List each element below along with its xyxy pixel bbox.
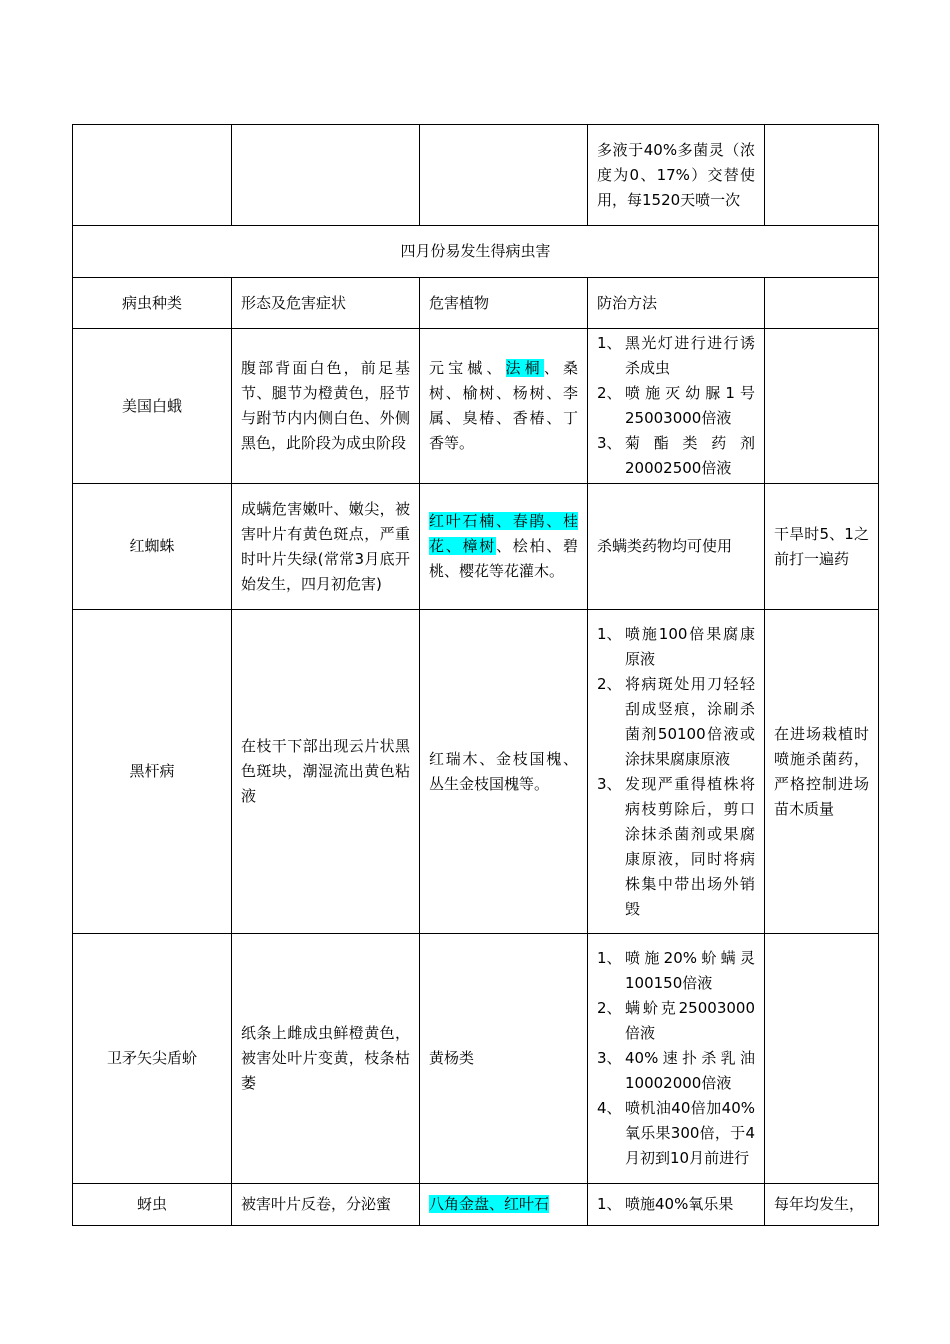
step-number: 1、 [597,624,622,643]
symptoms: 纸条上雌成虫鲜橙黄色，被害处叶片变黄，枝条枯萎 [232,934,420,1184]
table-row [73,934,879,1184]
step-number: 2、 [597,999,622,1017]
step-number: 3、 [597,434,622,452]
host-plants [420,329,588,484]
table-row [73,329,879,484]
step-number: 1、 [597,1195,622,1213]
step-text: 喷施40%氧乐果 [625,1195,734,1213]
method-step [597,1192,755,1217]
step-text: 喷施20%蚧螨灵100150倍液 [625,949,755,992]
step-text: 将病斑处用刀轻轻刮成竖痕，涂刷杀菌剂50100倍液或涂抹果腐康原液 [625,674,755,768]
continuation-method-cell [588,125,765,226]
host-plants-text: 、桧柏、碧桃、樱花等花灌木。 [429,537,578,580]
method-step [597,946,755,996]
host-plants-text: 、桑树、榆树、杨树、李属、臭椿、香椿、丁香等。 [429,359,578,452]
method-steps [597,331,755,481]
step-number: 1、 [597,949,622,967]
continuation-row [73,125,879,226]
control-method [588,1184,765,1226]
table-row [73,610,879,934]
control-method [588,934,765,1184]
method-step [597,431,755,481]
header-notes [765,278,879,329]
notes: 每年均发生， [765,1184,879,1226]
section-title-row [73,226,879,278]
pest-name: 黑杆病 [73,610,232,934]
step-number: 2、 [597,674,622,693]
step-number: 3、 [597,774,622,793]
header-symptoms: 形态及危害症状 [232,278,420,329]
host-plants: 黄杨类 [420,934,588,1184]
step-text: 菊酯类药剂20002500倍液 [625,434,755,477]
method-step [597,331,755,381]
step-text: 喷施100倍果腐康原液 [625,624,755,668]
symptoms: 腹部背面白色，前足基节、腿节为橙黄色，胫节与跗节内内侧白色、外侧黑色，此阶段为成虫阶段 [232,329,420,484]
header-pest-type: 病虫种类 [73,278,232,329]
control-method [588,610,765,934]
method-step [597,1046,755,1096]
step-number: 1、 [597,334,622,352]
table-row [73,484,879,610]
step-text: 40%速扑杀乳油10002000倍液 [625,1049,755,1092]
host-plants [420,1184,588,1226]
cell-empty [765,125,879,226]
pest-name: 美国白蛾 [73,329,232,484]
header-row [73,278,879,329]
continuation-method-text: 多液于40%多菌灵（浓度为0、17%）交替使用，每1520天喷一次 [597,140,755,209]
highlighted-plants: 法桐 [505,359,544,377]
notes [765,934,879,1184]
header-host-plants: 危害植物 [420,278,588,329]
control-method [588,329,765,484]
method-step [597,1096,755,1171]
control-method: 杀螨类药物均可使用 [588,484,765,610]
step-text: 螨蚧克25003000倍液 [625,999,755,1042]
highlighted-plants: 红叶石楠、春鹃、桂花、樟树 [429,512,578,555]
cell-empty [73,125,232,226]
method-step [597,622,755,672]
notes [765,329,879,484]
symptoms: 被害叶片反卷，分泌蜜 [232,1184,420,1226]
notes: 干旱时5、1之前打一遍药 [765,484,879,610]
method-step [597,996,755,1046]
pest-name: 卫矛矢尖盾蚧 [73,934,232,1184]
step-text: 喷施灭幼脲1号25003000倍液 [625,384,755,427]
method-steps [597,622,755,922]
pest-name: 红蜘蛛 [73,484,232,610]
cell-empty [420,125,588,226]
host-plants: 红瑞木、金枝国槐、丛生金枝国槐等。 [420,610,588,934]
highlighted-plants: 八角金盘、红叶石 [429,1195,550,1213]
notes: 在进场栽植时喷施杀菌药，严格控制进场苗木质量 [765,610,879,934]
step-text: 黑光灯进行进行诱杀成虫 [625,334,755,377]
method-steps [597,946,755,1171]
step-number: 2、 [597,384,622,402]
method-steps [597,1192,755,1217]
step-text: 发现严重得植株将病枝剪除后，剪口涂抹杀菌剂或果腐康原液，同时将病株集中带出场外销毁 [625,774,755,918]
header-control-method: 防治方法 [588,278,765,329]
step-number: 3、 [597,1049,622,1067]
symptoms: 在枝干下部出现云片状黑色斑块，潮湿流出黄色粘液 [232,610,420,934]
section-title: 四月份易发生得病虫害 [73,226,879,278]
method-step [597,381,755,431]
symptoms: 成螨危害嫩叶、嫩尖，被害叶片有黄色斑点，严重时叶片失绿(常常3月底开始发生，四月初危害) [232,484,420,610]
host-plants [420,484,588,610]
table-row [73,1184,879,1226]
cell-empty [232,125,420,226]
method-step [597,772,755,922]
pest-control-table [72,124,879,1226]
step-number: 4、 [597,1099,622,1117]
pest-name: 蚜虫 [73,1184,232,1226]
method-step [597,672,755,772]
step-text: 喷机油40倍加40%氧乐果300倍，于4月初到10月前进行 [625,1099,755,1167]
host-plants-text: 元宝槭、 [429,359,506,377]
